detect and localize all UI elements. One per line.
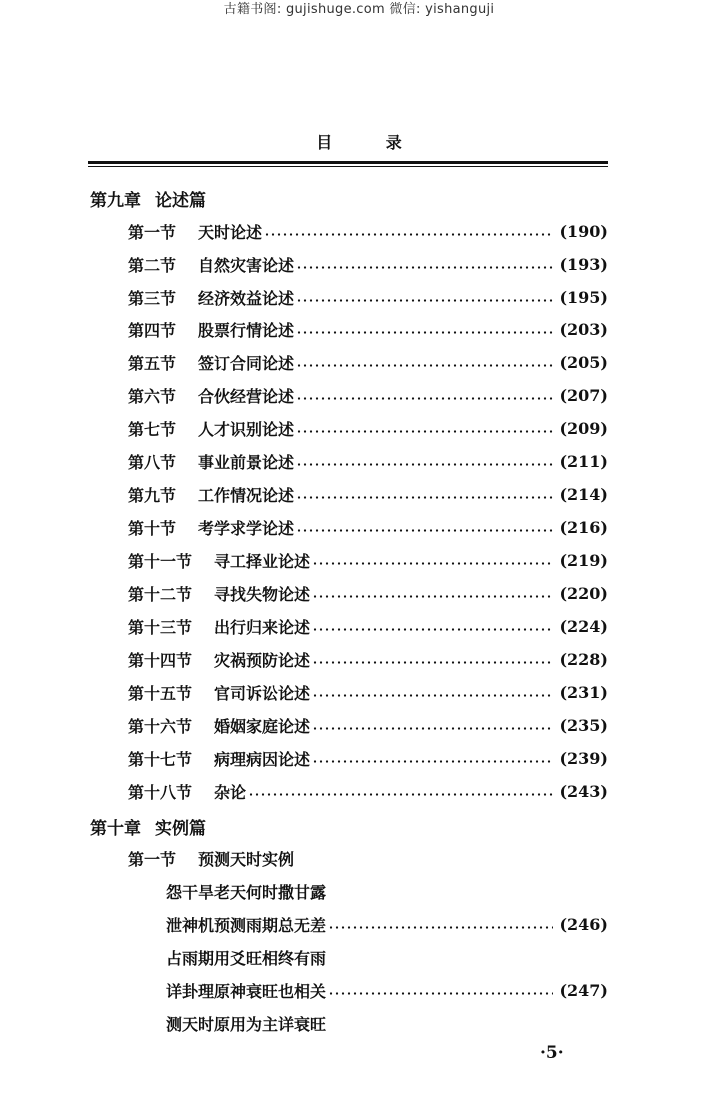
dot-leader — [312, 727, 553, 730]
section-page: (211) — [559, 451, 608, 471]
section-title: 股票行情论述 — [198, 320, 295, 340]
section-page: (219) — [559, 550, 608, 570]
section-number: 第十八节 — [128, 782, 193, 802]
section-page: (193) — [559, 254, 608, 274]
toc-entry[interactable] — [128, 318, 608, 340]
section-title: 天时论述 — [198, 222, 263, 242]
toc-subentry[interactable] — [166, 979, 608, 1001]
dot-leader — [248, 793, 553, 796]
section-page: (231) — [559, 682, 608, 702]
section-number: 第十四节 — [128, 650, 193, 670]
section-number: 第二节 — [128, 255, 177, 275]
section-number: 第十节 — [128, 518, 177, 538]
toc-entry[interactable] — [128, 286, 608, 308]
dot-leader — [264, 233, 553, 236]
page-number: ·5· — [540, 1043, 564, 1063]
toc-entry[interactable] — [128, 648, 608, 670]
section-page: (216) — [559, 517, 608, 537]
section-page: (195) — [559, 287, 608, 307]
subentry-title: 泄神机预测雨期总无差 — [166, 915, 327, 935]
subentry-title: 测天时原用为主详衰旺 — [166, 1014, 327, 1034]
chapter-number: 第十章 — [90, 819, 141, 839]
subentry-page: (247) — [559, 980, 608, 1000]
dot-leader — [296, 463, 553, 466]
section-title: 人才识别论述 — [198, 419, 295, 439]
toc-entry[interactable] — [128, 450, 608, 472]
dot-leader — [296, 299, 553, 302]
section-title: 婚姻家庭论述 — [214, 716, 311, 736]
section-title: 签订合同论述 — [198, 353, 295, 373]
section-page: (243) — [559, 781, 608, 801]
section-title: 官司诉讼论述 — [214, 683, 311, 703]
dot-leader — [296, 496, 553, 499]
chapter-name: 实例篇 — [155, 819, 206, 839]
dot-leader — [328, 992, 553, 995]
toc-subentry[interactable] — [166, 1012, 608, 1034]
section-title: 自然灾害论述 — [198, 255, 295, 275]
section-number: 第一节 — [128, 849, 177, 869]
dot-leader — [296, 430, 553, 433]
dot-leader — [296, 364, 553, 367]
toc-entry[interactable] — [128, 220, 608, 242]
section-number: 第三节 — [128, 288, 177, 308]
section-title: 灾祸预防论述 — [214, 650, 311, 670]
dot-leader — [312, 694, 553, 697]
chapter-number: 第九章 — [90, 191, 141, 211]
toc-subentry[interactable] — [166, 946, 608, 968]
toc-entry[interactable] — [128, 417, 608, 439]
section-number: 第十三节 — [128, 617, 193, 637]
page-title: 目 录 — [316, 133, 426, 152]
dot-leader — [296, 331, 553, 334]
section-title: 预测天时实例 — [198, 849, 295, 869]
section-title: 病理病因论述 — [214, 749, 311, 769]
toc-entry[interactable] — [128, 847, 608, 869]
section-number: 第九节 — [128, 485, 177, 505]
toc-entry[interactable] — [128, 615, 608, 637]
dot-leader — [296, 266, 553, 269]
toc-entry[interactable] — [128, 780, 608, 802]
toc-entry[interactable] — [128, 714, 608, 736]
toc-subentry[interactable] — [166, 880, 608, 902]
toc-entry[interactable] — [128, 747, 608, 769]
toc-subentry[interactable] — [166, 913, 608, 935]
section-page: (228) — [559, 649, 608, 669]
section-page: (220) — [559, 583, 608, 603]
source-watermark: 古籍书阁: gujishuge.com 微信: yishanguji — [223, 2, 495, 17]
section-page: (214) — [559, 484, 608, 504]
chapter-name: 论述篇 — [155, 191, 206, 211]
toc-entry[interactable] — [128, 681, 608, 703]
section-number: 第十二节 — [128, 584, 193, 604]
section-title: 事业前景论述 — [198, 452, 295, 472]
section-title: 工作情况论述 — [198, 485, 295, 505]
toc-entry[interactable] — [128, 253, 608, 275]
section-number: 第十七节 — [128, 749, 193, 769]
section-page: (203) — [559, 319, 608, 339]
title-rule-thick — [88, 161, 608, 164]
dot-leader — [312, 760, 553, 763]
section-title: 考学求学论述 — [198, 518, 295, 538]
section-page: (239) — [559, 748, 608, 768]
subentry-page: (246) — [559, 914, 608, 934]
section-number: 第五节 — [128, 353, 177, 373]
section-title: 出行归来论述 — [214, 617, 311, 637]
section-page: (205) — [559, 352, 608, 372]
section-page: (209) — [559, 418, 608, 438]
subentry-title: 怨干旱老天何时撒甘露 — [166, 882, 327, 902]
dot-leader — [296, 529, 553, 532]
section-title: 寻找失物论述 — [214, 584, 311, 604]
section-title: 经济效益论述 — [198, 288, 295, 308]
toc-entry[interactable] — [128, 483, 608, 505]
chapter-heading — [90, 186, 206, 211]
dot-leader — [312, 661, 553, 664]
section-number: 第十一节 — [128, 551, 193, 571]
section-number: 第七节 — [128, 419, 177, 439]
title-rule-thin — [88, 166, 608, 167]
section-number: 第十五节 — [128, 683, 193, 703]
section-page: (190) — [559, 221, 608, 241]
toc-entry[interactable] — [128, 516, 608, 538]
dot-leader — [312, 595, 553, 598]
section-number: 第四节 — [128, 320, 177, 340]
toc-entry[interactable] — [128, 549, 608, 571]
dot-leader — [312, 628, 553, 631]
section-page: (207) — [559, 385, 608, 405]
section-number: 第六节 — [128, 386, 177, 406]
dot-leader — [328, 926, 553, 929]
section-title: 寻工择业论述 — [214, 551, 311, 571]
section-title: 杂论 — [214, 782, 247, 802]
section-number: 第八节 — [128, 452, 177, 472]
toc-entry[interactable] — [128, 384, 608, 406]
section-number: 第一节 — [128, 222, 177, 242]
toc-entry[interactable] — [128, 582, 608, 604]
dot-leader — [296, 397, 553, 400]
section-page: (235) — [559, 715, 608, 735]
section-page: (224) — [559, 616, 608, 636]
section-title: 合伙经营论述 — [198, 386, 295, 406]
dot-leader — [312, 562, 553, 565]
toc-entry[interactable] — [128, 351, 608, 373]
subentry-title: 详卦理原神衰旺也相关 — [166, 981, 327, 1001]
subentry-title: 占雨期用爻旺相终有雨 — [166, 948, 327, 968]
chapter-heading — [90, 814, 206, 839]
section-number: 第十六节 — [128, 716, 193, 736]
